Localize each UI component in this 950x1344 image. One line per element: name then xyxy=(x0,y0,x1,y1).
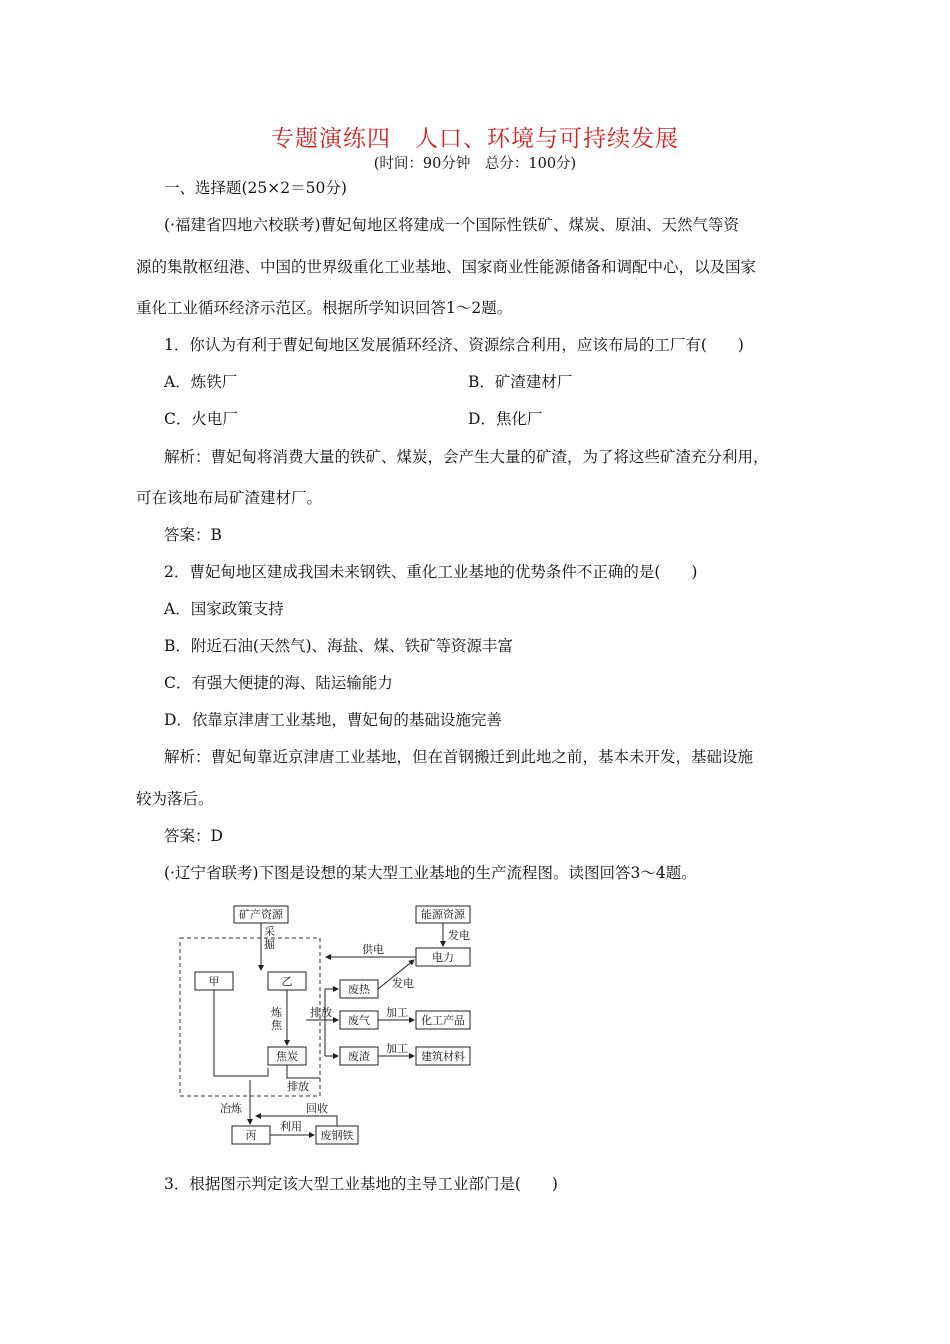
intro2: (·辽宁省联考)下图是设想的某大型工业基地的生产流程图。读图回答3～4题。 xyxy=(164,864,697,882)
svg-text:掘: 掘 xyxy=(264,938,275,951)
svg-text:矿产资源: 矿产资源 xyxy=(239,908,283,921)
q1-analysis-line1: 解析：曹妃甸将消费大量的铁矿、煤炭，会产生大量的矿渣，为了将这些矿渣充分利用， xyxy=(164,448,769,466)
industrial-base-boundary xyxy=(180,938,320,1096)
box-bing xyxy=(232,1126,270,1144)
svg-text:采: 采 xyxy=(264,925,275,938)
svg-text:废气: 废气 xyxy=(348,1014,370,1027)
intro1-line3: 重化工业循环经济示范区。根据所学知识回答1～2题。 xyxy=(136,299,513,317)
q1-analysis-line2: 可在该地布局矿渣建材厂。 xyxy=(136,489,323,507)
svg-text:发电: 发电 xyxy=(448,929,470,942)
box-huagong xyxy=(416,1011,470,1029)
section-heading: 一、选择题(25×2＝50分) xyxy=(164,179,347,197)
svg-text:加工: 加工 xyxy=(386,1042,408,1055)
q2-option-d: D．依靠京津唐工业基地，曹妃甸的基础设施完善 xyxy=(164,711,502,729)
q2-analysis-line1: 解析：曹妃甸靠近京津唐工业基地，但在首钢搬迁到此地之前，基本未开发，基础设施 xyxy=(164,748,754,766)
box-jiaotan xyxy=(268,1047,306,1065)
q2-option-b: B．附近石油(天然气)、海盐、煤、铁矿等资源丰富 xyxy=(164,637,513,655)
intro1-line1: (·福建省四地六校联考)曹妃甸地区将建成一个国际性铁矿、煤炭、原油、天然气等资 xyxy=(164,216,740,234)
q2-option-c: C．有强大便捷的海、陆运输能力 xyxy=(164,674,393,692)
page-subtitle: (时间：90分钟 总分：100分) xyxy=(373,156,577,172)
q2-option-a: A．国家政策支持 xyxy=(164,600,284,618)
svg-text:能源资源: 能源资源 xyxy=(421,908,465,921)
q2-answer: 答案：D xyxy=(164,827,223,845)
svg-text:焦: 焦 xyxy=(271,1019,282,1032)
svg-text:回收: 回收 xyxy=(306,1102,328,1115)
q2-analysis-line2: 较为落后。 xyxy=(136,790,214,808)
q1-options-row1 xyxy=(164,370,573,392)
box-feire xyxy=(340,980,378,998)
q3-stem: 3．根据图示判定该大型工业基地的主导工业部门是( ) xyxy=(164,1175,558,1193)
svg-text:加工: 加工 xyxy=(386,1006,408,1019)
box-feigangtie xyxy=(316,1126,358,1144)
svg-text:利用: 利用 xyxy=(280,1120,302,1133)
box-nengyuan xyxy=(416,906,470,923)
box-jianzhu xyxy=(416,1047,470,1065)
q1-option-a: A．炼铁厂 xyxy=(164,373,238,391)
q1-stem: 1．你认为有利于曹妃甸地区发展循环经济、资源综合利用，应该布局的工厂有( ) xyxy=(164,336,744,354)
svg-text:焦炭: 焦炭 xyxy=(276,1050,298,1063)
svg-text:电力: 电力 xyxy=(432,951,454,964)
box-dianli xyxy=(416,948,470,966)
svg-text:发电: 发电 xyxy=(392,977,414,990)
svg-text:废钢铁: 废钢铁 xyxy=(320,1129,354,1142)
q2-stem: 2．曹妃甸地区建成我国未来钢铁、重化工业基地的优势条件不正确的是( ) xyxy=(164,563,698,581)
svg-text:排放: 排放 xyxy=(310,1006,332,1019)
svg-text:废渣: 废渣 xyxy=(348,1050,370,1063)
q1-option-c: C．火电厂 xyxy=(164,410,238,428)
box-feiqi xyxy=(340,1011,378,1029)
svg-text:废热: 废热 xyxy=(348,983,370,996)
q1-option-d: D．焦化厂 xyxy=(468,410,543,428)
q1-answer: 答案：B xyxy=(164,526,222,544)
svg-text:化工产品: 化工产品 xyxy=(421,1014,465,1027)
svg-text:甲: 甲 xyxy=(208,975,220,988)
svg-text:乙: 乙 xyxy=(281,975,293,988)
page-title: 专题演练四 人口、环境与可持续发展 xyxy=(271,126,679,152)
svg-text:供电: 供电 xyxy=(362,943,384,956)
svg-text:排放: 排放 xyxy=(287,1080,309,1093)
q1-options-row2 xyxy=(164,407,543,429)
box-feizha xyxy=(340,1047,378,1065)
intro1-line2: 源的集散枢纽港、中国的世界级重化工业基地、国家商业性能源储备和调配中心，以及国家 xyxy=(136,258,757,276)
production-flow-diagram xyxy=(170,898,480,1148)
q1-option-b: B．矿渣建材厂 xyxy=(468,373,573,391)
box-yi xyxy=(268,972,306,990)
box-jia xyxy=(195,972,233,990)
svg-text:建筑材料: 建筑材料 xyxy=(421,1050,465,1063)
svg-text:丙: 丙 xyxy=(245,1129,257,1142)
box-kuangchan xyxy=(234,906,288,923)
svg-text:冶炼: 冶炼 xyxy=(220,1102,242,1115)
svg-text:炼: 炼 xyxy=(271,1006,282,1019)
